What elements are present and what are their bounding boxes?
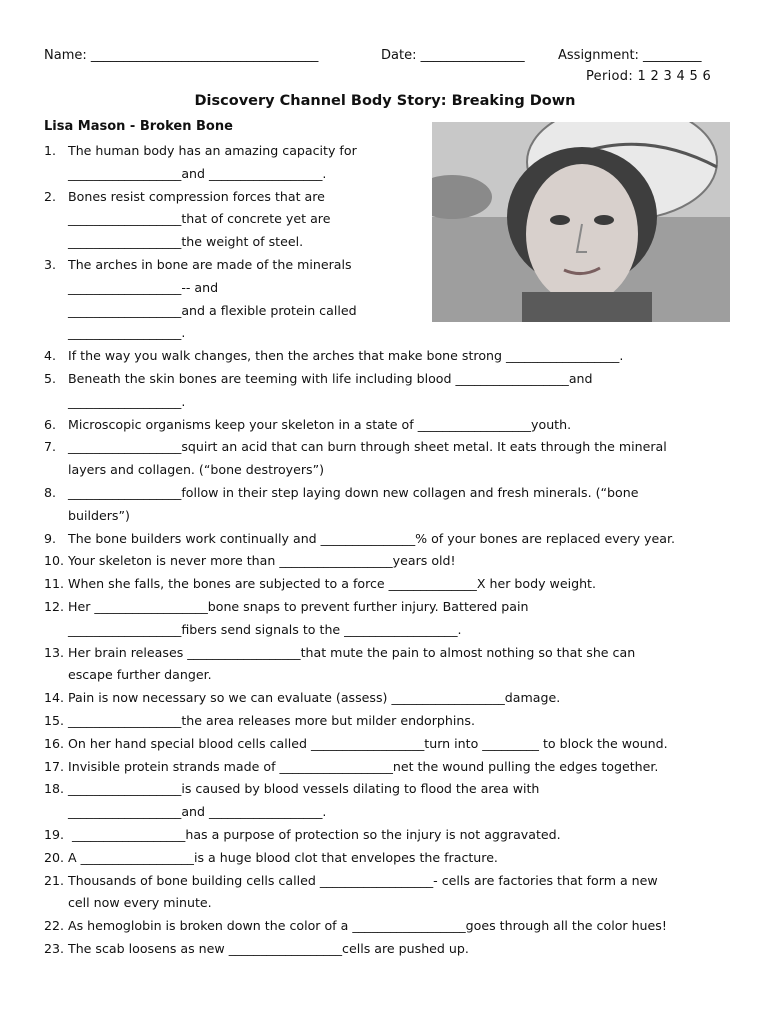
question-text: If the way you walk changes, then the arches that make bone strong __________________.	[68, 348, 624, 364]
question-text: Beneath the skin bones are teeming with life including blood __________________and	[68, 371, 593, 386]
question-text: Her brain releases __________________that mute the pain to almost nothing so that she can	[68, 644, 636, 660]
question-text: Your skeleton is never more than __________________years old!	[68, 553, 456, 569]
question-item	[44, 528, 675, 551]
question-text: Her __________________bone snaps to prevent further injury. Battered pain	[68, 599, 529, 614]
question-continuation: __________________-- and	[68, 279, 219, 295]
question-number: 5.	[44, 371, 57, 386]
question-number: 23.	[44, 941, 65, 956]
question-item	[44, 414, 571, 437]
question-text: A __________________is a huge blood clot that envelopes the fracture.	[68, 849, 498, 865]
question-number: 19.	[44, 827, 65, 842]
question-continuation: __________________the weight of steel.	[68, 234, 304, 250]
question-text: Thousands of bone building cells called __________________- cells are factories that form a new	[68, 872, 658, 888]
question-number: 11.	[44, 576, 65, 592]
question-text: __________________is caused by blood vessels dilating to flood the area with	[68, 781, 540, 797]
question-continuation: escape further danger.	[68, 667, 212, 683]
question-text: As hemoglobin is broken down the color of a __________________goes through all the color hues!	[68, 918, 667, 934]
question-number: 18.	[44, 781, 65, 797]
section-subtitle: Lisa Mason - Broken Bone	[44, 119, 233, 134]
question-number: 12.	[44, 599, 65, 614]
date-field-label: Date: ________________	[381, 48, 525, 63]
question-item	[44, 482, 638, 505]
question-text: __________________the area releases more but milder endorphins.	[68, 713, 475, 728]
question-item	[44, 847, 498, 870]
question-item	[44, 573, 596, 596]
question-continuation: __________________and __________________.	[68, 804, 327, 820]
question-continuation: layers and collagen. (“bone destroyers”)	[68, 462, 325, 478]
question-text: Bones resist compression forces that are	[68, 188, 325, 204]
question-number: 9.	[44, 530, 57, 546]
question-text: Pain is now necessary so we can evaluate (assess) __________________damage.	[68, 690, 561, 706]
question-item	[44, 345, 623, 368]
question-item	[44, 550, 456, 573]
question-item	[44, 140, 357, 163]
question-item	[44, 778, 539, 801]
question-item	[44, 254, 352, 277]
question-number: 17.	[44, 758, 65, 774]
question-continuation: cell now every minute.	[68, 895, 212, 911]
question-item	[44, 870, 658, 893]
question-text: Microscopic organisms keep your skeleton in a state of __________________youth.	[68, 416, 572, 432]
period-options: Period: 1 2 3 4 5 6	[586, 69, 712, 84]
question-number: 13.	[44, 644, 65, 660]
page-title: Discovery Channel Body Story: Breaking Down	[194, 93, 576, 109]
question-item	[44, 938, 469, 961]
question-text: On her hand special blood cells called __________________turn into _________ to block the wound.	[68, 735, 668, 751]
question-continuation: __________________.	[68, 325, 186, 341]
question-item	[44, 756, 658, 779]
question-text: __________________follow in their step laying down new collagen and fresh minerals. (“bone	[68, 485, 639, 500]
question-number: 14.	[44, 690, 65, 706]
question-continuation: builders”)	[68, 507, 130, 523]
question-number: 8.	[44, 485, 57, 500]
photo-illustration	[432, 122, 730, 322]
question-item	[44, 642, 635, 665]
question-number: 6.	[44, 416, 57, 432]
question-text: The scab loosens as new __________________cells are pushed up.	[68, 941, 469, 956]
question-number: 7.	[44, 439, 57, 455]
question-number: 21.	[44, 872, 65, 888]
question-text: When she falls, the bones are subjected to a force ______________X her body weight.	[68, 576, 596, 592]
photo-girl-helmet	[432, 122, 730, 322]
question-item	[44, 186, 325, 209]
assignment-field-label: Assignment: _________	[558, 48, 702, 63]
question-continuation: __________________and __________________.	[68, 165, 327, 181]
question-continuation: __________________that of concrete yet are	[68, 211, 331, 227]
question-item	[44, 710, 475, 733]
question-continuation: __________________fibers send signals to the __________________.	[68, 621, 462, 637]
question-number: 22.	[44, 918, 65, 934]
question-item	[44, 687, 560, 710]
question-item	[44, 368, 593, 391]
question-text: Invisible protein strands made of __________________net the wound pulling the edges together.	[68, 758, 659, 774]
question-text: The arches in bone are made of the minerals	[68, 257, 352, 272]
question-continuation: __________________.	[68, 393, 186, 409]
question-number: 20.	[44, 849, 65, 865]
question-item	[44, 596, 528, 619]
question-continuation: __________________and a flexible protein called	[68, 302, 357, 318]
question-number: 1.	[44, 143, 57, 158]
name-field-label: Name: ___________________________________	[44, 48, 319, 63]
question-number: 16.	[44, 735, 65, 751]
question-item	[44, 824, 561, 847]
question-text: The bone builders work continually and _______________% of your bones are replaced every year.	[68, 530, 675, 546]
question-text: __________________squirt an acid that can burn through sheet metal. It eats through the mineral	[68, 439, 667, 455]
question-number: 3.	[44, 257, 57, 272]
question-number: 2.	[44, 188, 57, 204]
question-text: __________________has a purpose of protection so the injury is not aggravated.	[68, 827, 561, 842]
question-number: 10.	[44, 553, 65, 569]
question-item	[44, 436, 667, 459]
question-number: 15.	[44, 713, 65, 728]
question-number: 4.	[44, 348, 57, 364]
question-item	[44, 733, 668, 756]
question-text: The human body has an amazing capacity for	[68, 143, 357, 158]
question-item	[44, 915, 667, 938]
